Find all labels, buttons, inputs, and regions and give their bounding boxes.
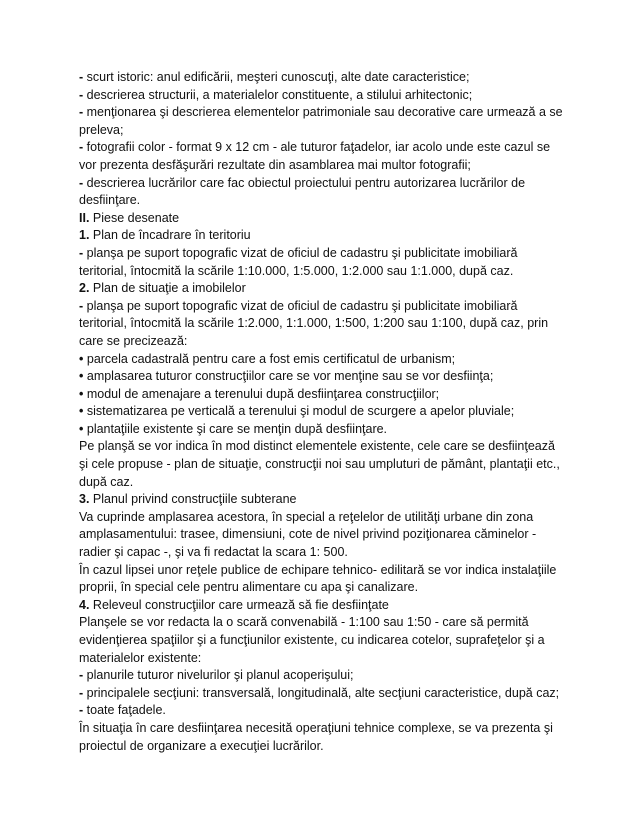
dash-marker: -	[79, 175, 84, 190]
list-item: - descrierea structurii, a materialelor constituente, a stilului arhitectonic;	[79, 87, 473, 102]
paragraph: Pe planşă se vor indica în mod distinct elementele existente, cele care se desfiinţează şi cele propuse - plan de situaţie, construcţii noi sau umpluturi de pământ, plantaţii etc., după caz.	[79, 439, 560, 489]
bullet-item: • modul de amenajare a terenului după desfiinţarea construcţiilor;	[79, 386, 440, 401]
document-body	[79, 69, 565, 755]
dash-marker: -	[79, 668, 84, 683]
list-item: - fotografii color - format 9 x 12 cm - ale tuturor faţadelor, iar acolo unde este cazul se vor prezenta desfăşurări rezultate din asamblarea mai multor fotografii;	[79, 140, 551, 172]
bullet-item: • plantaţiile existente şi care se menţin după desfiinţare.	[79, 421, 388, 436]
dash-marker: -	[79, 70, 84, 84]
list-item: - scurt istoric: anul edificării, meşteri cunoscuţi, alte date caracteristice;	[79, 70, 470, 84]
paragraph: Va cuprinde amplasarea acestora, în special a reţelelor de utilităţi urbane din zona amplasamentului: trasee, dimensiuni, cote de nivel privind poziţionarea căminelor - radier şi capac -, şi va fi redactat la scara 1: 500.	[79, 509, 537, 560]
dash-marker: -	[79, 105, 84, 120]
list-item: - principalele secţiuni: transversală, longitudinală, alte secţiuni caracteristice, după caz;	[79, 685, 560, 700]
bullet-item: • sistematizarea pe verticală a terenului şi modul de scurgere a apelor pluviale;	[79, 404, 515, 419]
paragraph: În cazul lipsei unor reţele publice de echipare tehnico- edilitară se vor indica instalaţiile proprii, în special cele pentru alimentare cu apa şi canalizare.	[79, 562, 557, 595]
dash-marker: -	[79, 245, 84, 260]
paragraph: În situaţia în care desfiinţarea necesită operaţiuni tehnice complexe, se va prezenta şi proiectul de organizare a execuţiei lucrărilor.	[79, 720, 553, 753]
dash-marker: -	[79, 703, 84, 718]
heading-number: II.	[79, 210, 90, 225]
bullet-marker: •	[79, 351, 84, 366]
section-heading: 3. Planul privind construcţiile subterane	[79, 492, 297, 507]
bullet-marker: •	[79, 404, 84, 419]
heading-number: 2.	[79, 281, 90, 296]
list-item: - menţionarea şi descrierea elementelor patrimoniale sau decorative care urmează a se preleva;	[79, 105, 563, 137]
bullet-marker: •	[79, 386, 84, 401]
dash-marker: -	[79, 140, 84, 155]
dash-marker: -	[79, 298, 84, 313]
heading-number: 4.	[79, 597, 90, 612]
bullet-item: • amplasarea tuturor construcţiilor care se vor menţine sau se vor desfiinţa;	[79, 369, 494, 384]
bullet-marker: •	[79, 421, 84, 436]
section-heading: 2. Plan de situaţie a imobilelor	[79, 281, 246, 296]
bullet-item: • parcela cadastrală pentru care a fost emis certificatul de urbanism;	[79, 351, 456, 366]
dash-marker: -	[79, 685, 84, 700]
bullet-marker: •	[79, 369, 84, 384]
section-heading: 4. Releveul construcţiilor care urmează să fie desfiinţate	[79, 597, 389, 612]
dash-marker: -	[79, 87, 84, 102]
list-item: - planşa pe suport topografic vizat de oficiul de cadastru şi publicitate imobiliară teritorial, întocmită la scările 1:2.000, 1:1.000, 1:500, 1:200 sau 1:100, după caz, prin care se precizează:	[79, 298, 549, 348]
list-item: - toate faţadele.	[79, 703, 166, 718]
list-item: - planşa pe suport topografic vizat de oficiul de cadastru şi publicitate imobiliară teritorial, întocmită la scările 1:10.000, 1:5.000, 1:2.000 sau 1:1.000, după caz.	[79, 245, 518, 278]
heading-number: 1.	[79, 228, 90, 243]
list-item: - descrierea lucrărilor care fac obiectul proiectului pentru autorizarea lucrărilor de desfiinţare.	[79, 175, 526, 208]
heading-number: 3.	[79, 492, 90, 507]
paragraph: Planşele se vor redacta la o scară convenabilă - 1:100 sau 1:50 - care să permită evidenţierea spaţiilor şi a funcţiunilor existente, cu indicarea cotelor, suprafeţelor şi a materialelor existente:	[79, 615, 545, 665]
section-heading: 1. Plan de încadrare în teritoriu	[79, 228, 251, 243]
list-item: - planurile tuturor nivelurilor şi planul acoperişului;	[79, 668, 354, 683]
section-heading: II. Piese desenate	[79, 210, 180, 225]
